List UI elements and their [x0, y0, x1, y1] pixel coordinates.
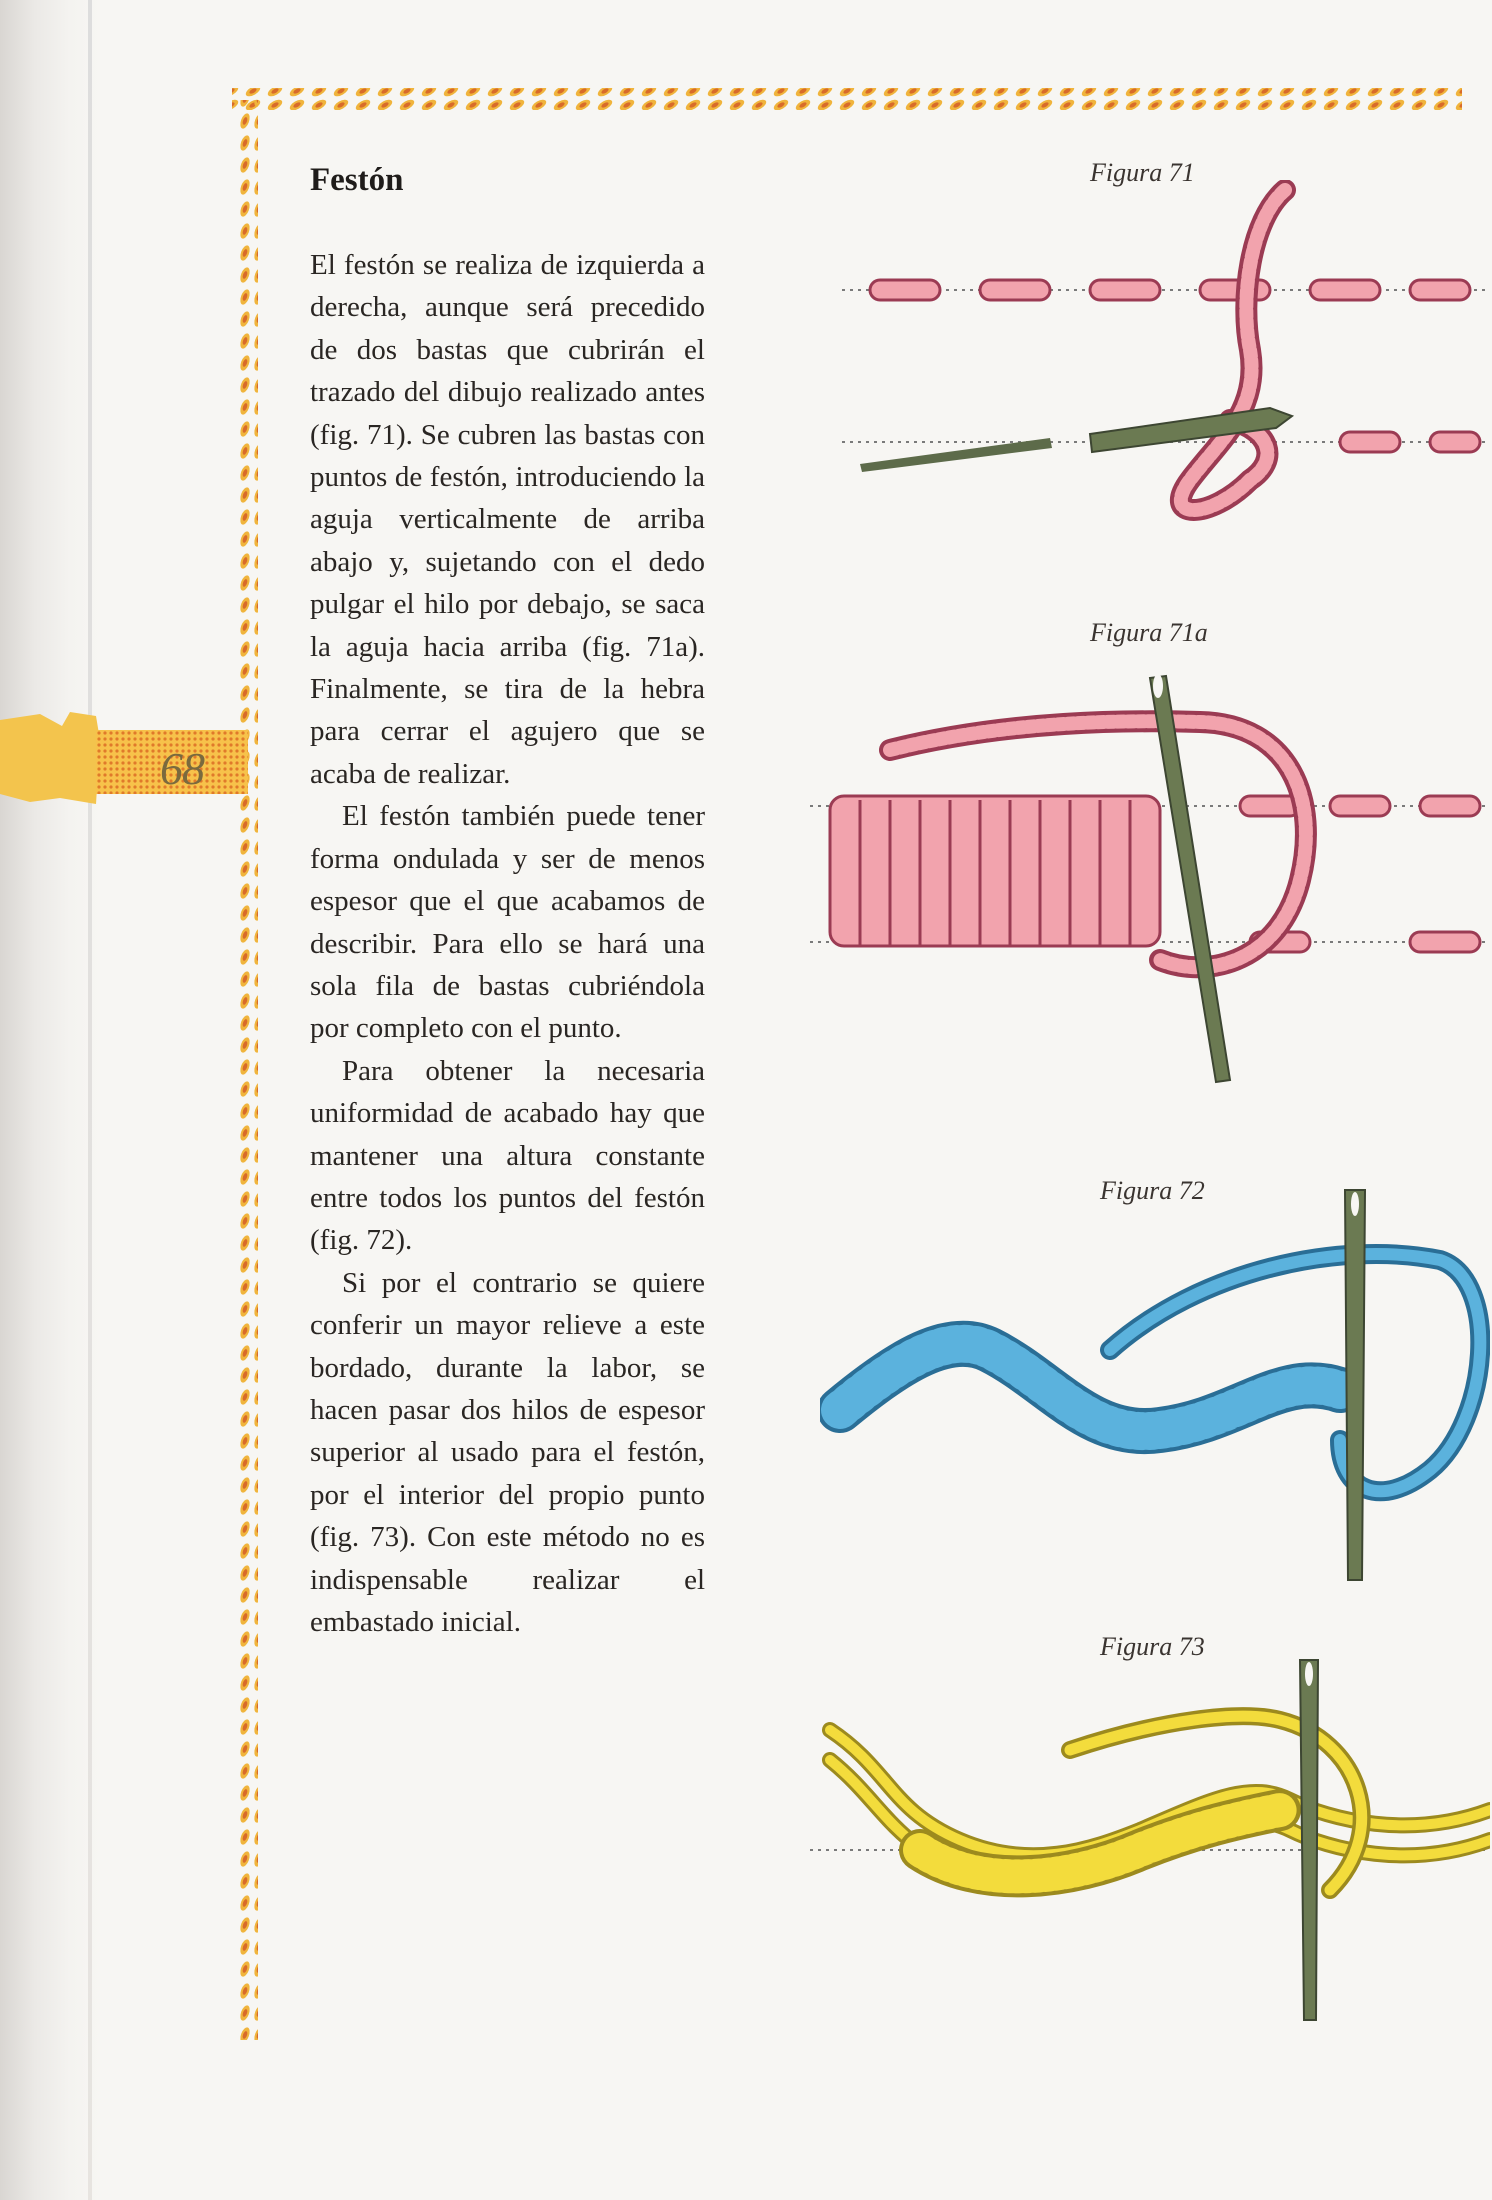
figure-caption-72: Figura 72: [1100, 1176, 1205, 1205]
border-top: [232, 88, 1462, 110]
buttonhole-stitch-icon: [810, 660, 1490, 1100]
page-number: 68: [160, 743, 204, 794]
paragraph: El festón se realiza de izquierda a derecha, aunque será precedido de dos bastas que cubrirán el trazado del dibujo realizado antes (fig. 71). Se cubren las bastas con puntos de festón, introduciendo la aguja verticalmente de arriba abajo y, sujetando con el dedo pulgar el hilo por debajo, se saca la aguja hacia arriba (fig. 71a). Finalmente, se tira de la hebra para cerrar el agujero que se acaba de realizar.: [310, 249, 705, 790]
wavy-stitch-icon: [820, 1180, 1490, 1600]
figure-caption-71a: Figura 71a: [1090, 618, 1208, 647]
paragraph: Si por el contrario se quiere conferir un mayor relieve a este bordado, durante la labor, se hacen pasar dos hilos de espesor superior al usado para el festón, por el interior del propio punto (fig. 73). Con este método no es indispensable realizar el embastado inicial.: [310, 1266, 705, 1638]
section-title: Festón: [310, 162, 404, 198]
body-text: [310, 244, 705, 1643]
needle-threading-icon: [830, 180, 1490, 540]
border-left: [236, 100, 258, 2040]
page-number-tab: [0, 712, 255, 804]
paragraph: El festón también puede tener forma ondulada y ser de menos espesor que el que acabamos de describir. Para ello se hará una sola fila de bastas cubriéndola por completo con el punto.: [310, 800, 705, 1045]
padded-stitch-icon: [810, 1650, 1490, 2030]
figure-caption-73: Figura 73: [1100, 1632, 1205, 1661]
figure-caption-71: Figura 71: [1090, 158, 1195, 187]
paragraph: Para obtener la necesaria uniformidad de acabado hay que mantener una altura constante entre todos los puntos del festón (fig. 72).: [310, 1054, 705, 1257]
